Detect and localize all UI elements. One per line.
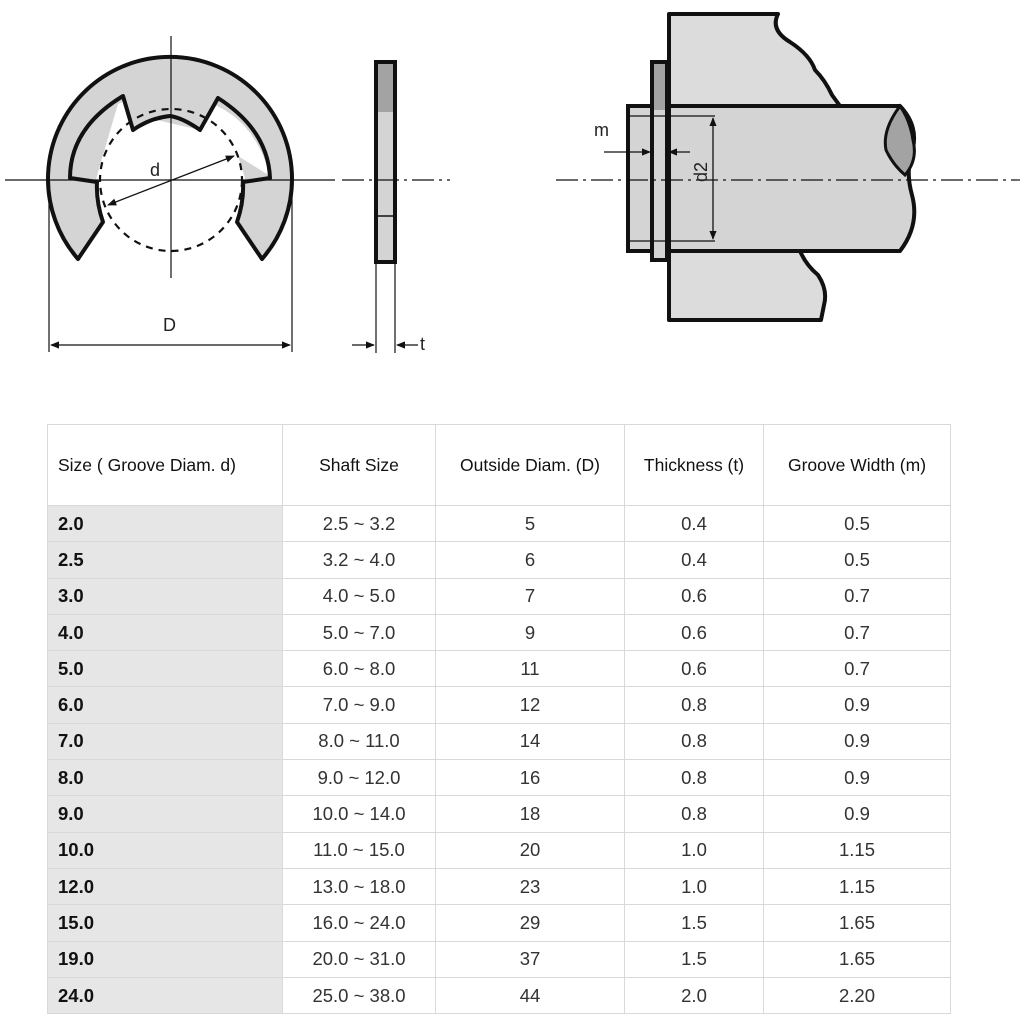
cell-shaft-size: 2.5 ~ 3.2 — [283, 506, 436, 542]
cell-shaft-size: 9.0 ~ 12.0 — [283, 760, 436, 796]
cell-shaft-size: 8.0 ~ 11.0 — [283, 723, 436, 759]
cell-shaft-size: 6.0 ~ 8.0 — [283, 651, 436, 687]
cell-groove-width: 0.7 — [764, 614, 951, 650]
cell-groove-width: 0.7 — [764, 578, 951, 614]
table-row — [48, 941, 951, 977]
cell-thickness: 0.8 — [625, 723, 764, 759]
cell-size: 5.0 — [48, 651, 283, 687]
cell-thickness: 2.0 — [625, 977, 764, 1013]
cell-size: 24.0 — [48, 977, 283, 1013]
cell-size: 6.0 — [48, 687, 283, 723]
cell-groove-width: 0.9 — [764, 723, 951, 759]
cell-size: 19.0 — [48, 941, 283, 977]
cell-size: 15.0 — [48, 905, 283, 941]
cell-shaft-size: 16.0 ~ 24.0 — [283, 905, 436, 941]
cell-groove-width: 1.65 — [764, 905, 951, 941]
cell-thickness: 0.6 — [625, 578, 764, 614]
cell-outside-diam: 9 — [436, 614, 625, 650]
table-header-row — [48, 425, 951, 506]
side-ring-dark — [376, 62, 395, 112]
housing-lower — [669, 251, 825, 320]
header-thickness: Thickness (t) — [625, 425, 764, 506]
cell-groove-width: 0.9 — [764, 796, 951, 832]
cell-thickness: 0.8 — [625, 760, 764, 796]
cell-shaft-size: 11.0 ~ 15.0 — [283, 832, 436, 868]
cell-groove-width: 1.15 — [764, 868, 951, 904]
cell-thickness: 0.6 — [625, 614, 764, 650]
table-row — [48, 796, 951, 832]
cell-thickness: 0.8 — [625, 796, 764, 832]
dimensions-table — [47, 424, 951, 1014]
assembly-ring-dark — [652, 62, 667, 110]
cell-size: 2.5 — [48, 542, 283, 578]
cell-size: 8.0 — [48, 760, 283, 796]
cell-shaft-size: 4.0 ~ 5.0 — [283, 578, 436, 614]
cell-thickness: 0.4 — [625, 542, 764, 578]
header-size: Size ( Groove Diam. d) — [48, 425, 283, 506]
cell-thickness: 1.0 — [625, 868, 764, 904]
cell-outside-diam: 5 — [436, 506, 625, 542]
cell-outside-diam: 20 — [436, 832, 625, 868]
cell-size: 12.0 — [48, 868, 283, 904]
cell-size: 4.0 — [48, 614, 283, 650]
cell-shaft-size: 5.0 ~ 7.0 — [283, 614, 436, 650]
cell-outside-diam: 11 — [436, 651, 625, 687]
table-row — [48, 905, 951, 941]
cell-size: 3.0 — [48, 578, 283, 614]
cell-thickness: 0.4 — [625, 506, 764, 542]
cell-outside-diam: 18 — [436, 796, 625, 832]
cell-shaft-size: 20.0 ~ 31.0 — [283, 941, 436, 977]
eclip-side-view — [342, 62, 450, 354]
technical-drawing — [0, 0, 1024, 400]
cell-outside-diam: 23 — [436, 868, 625, 904]
cell-size: 7.0 — [48, 723, 283, 759]
table-row — [48, 542, 951, 578]
cell-groove-width: 0.9 — [764, 760, 951, 796]
cell-groove-width: 1.65 — [764, 941, 951, 977]
table-row — [48, 723, 951, 759]
cell-outside-diam: 14 — [436, 723, 625, 759]
cell-thickness: 0.8 — [625, 687, 764, 723]
cell-groove-width: 0.9 — [764, 687, 951, 723]
cell-outside-diam: 37 — [436, 941, 625, 977]
cell-groove-width: 0.5 — [764, 542, 951, 578]
t-label: t — [420, 334, 426, 354]
cell-groove-width: 1.15 — [764, 832, 951, 868]
table-body — [48, 506, 951, 1014]
table-row — [48, 614, 951, 650]
cell-shaft-size: 10.0 ~ 14.0 — [283, 796, 436, 832]
cell-outside-diam: 7 — [436, 578, 625, 614]
cell-size: 10.0 — [48, 832, 283, 868]
table-row — [48, 868, 951, 904]
cell-size: 2.0 — [48, 506, 283, 542]
eclip-front-view — [5, 36, 335, 352]
table-row — [48, 651, 951, 687]
table-row — [48, 687, 951, 723]
housing-upper — [669, 14, 840, 106]
cell-groove-width: 0.5 — [764, 506, 951, 542]
d-label: d — [150, 160, 161, 180]
cell-thickness: 0.6 — [625, 651, 764, 687]
cell-outside-diam: 16 — [436, 760, 625, 796]
table-row — [48, 760, 951, 796]
header-groove-width: Groove Width (m) — [764, 425, 951, 506]
cell-outside-diam: 29 — [436, 905, 625, 941]
cell-shaft-size: 13.0 ~ 18.0 — [283, 868, 436, 904]
header-shaft-size: Shaft Size — [283, 425, 436, 506]
d2-label: d2 — [691, 161, 711, 182]
cell-thickness: 1.5 — [625, 941, 764, 977]
cell-thickness: 1.0 — [625, 832, 764, 868]
D-label: D — [163, 315, 176, 335]
table-row — [48, 977, 951, 1013]
cell-thickness: 1.5 — [625, 905, 764, 941]
cell-groove-width: 2.20 — [764, 977, 951, 1013]
cell-shaft-size: 25.0 ~ 38.0 — [283, 977, 436, 1013]
table-row — [48, 578, 951, 614]
cell-shaft-size: 3.2 ~ 4.0 — [283, 542, 436, 578]
cell-shaft-size: 7.0 ~ 9.0 — [283, 687, 436, 723]
cell-size: 9.0 — [48, 796, 283, 832]
table-row — [48, 506, 951, 542]
cell-groove-width: 0.7 — [764, 651, 951, 687]
table-row — [48, 832, 951, 868]
cell-outside-diam: 12 — [436, 687, 625, 723]
m-label: m — [594, 120, 609, 140]
cell-outside-diam: 44 — [436, 977, 625, 1013]
assembly-section-view — [556, 14, 1020, 320]
header-outside-diam: Outside Diam. (D) — [436, 425, 625, 506]
cell-outside-diam: 6 — [436, 542, 625, 578]
